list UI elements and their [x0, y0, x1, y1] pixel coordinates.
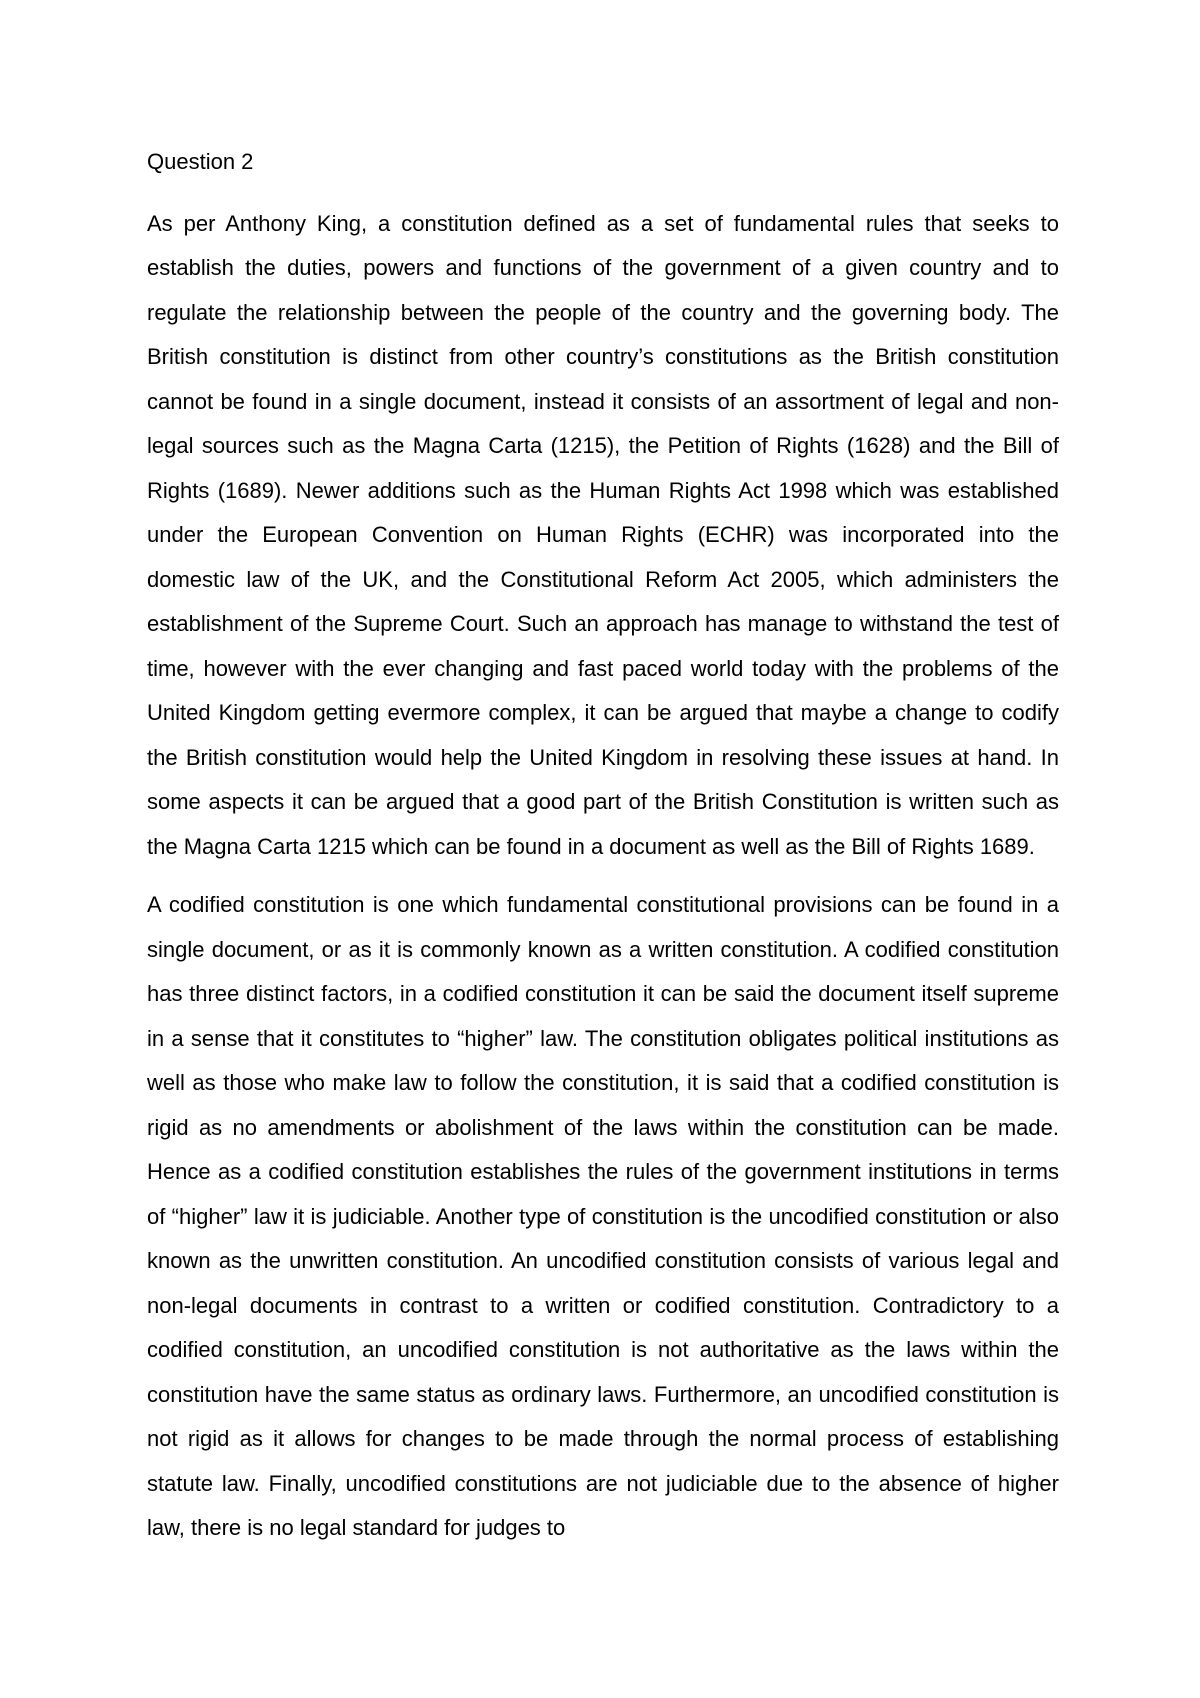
- document-body: [147, 140, 1059, 1565]
- question-heading: Question 2: [147, 149, 254, 174]
- paragraph-british-constitution: As per Anthony King, a constitution defined as a set of fundamental rules that seeks to establish the duties, powers and functions of the government of a given country and to regulate the relationship between the people of the country and the governing body. The British constitution is distinct from other country’s constitutions as the British constitution cannot be found in a single document, instead it consists of an assortment of legal and non-legal sources such as the Magna Carta (1215), the Petition of Rights (1628) and the Bill of Rights (1689). Newer additions such as the Human Rights Act 1998 which was established under the European Convention on Human Rights (ECHR) was incorporated into the domestic law of the UK, and the Constitutional Reform Act 2005, which administers the establishment of the Supreme Court. Such an approach has manage to withstand the test of time, however with the ever changing and fast paced world today with the problems of the United Kingdom getting evermore complex, it can be argued that maybe a change to codify the British constitution would help the United Kingdom in resolving these issues at hand. In some aspects it can be argued that a good part of the British Constitution is written such as the Magna Carta 1215 which can be found in a document as well as the Bill of Rights 1689.: [147, 210, 1059, 859]
- paragraph-codified-constitution: A codified constitution is one which fundamental constitutional provisions can be found in a single document, or as it is commonly known as a written constitution. A codified constitution has three distinct factors, in a codified constitution it can be said the document itself supreme in a sense that it constitutes to “higher” law. The constitution obligates political institutions as well as those who make law to follow the constitution, it is said that a codified constitution is rigid as no amendments or abolishment of the laws within the constitution can be made. Hence as a codified constitution establishes the rules of the government institutions in terms of “higher” law it is judiciable. Another type of constitution is the uncodified constitution or also known as the unwritten constitution. An uncodified constitution consists of various legal and non-legal documents in contrast to a written or codified constitution. Contradictory to a codified constitution, an uncodified constitution is not authoritative as the laws within the constitution have the same status as ordinary laws. Furthermore, an uncodified constitution is not rigid as it allows for changes to be made through the normal process of establishing statute law. Finally, uncodified constitutions are not judiciable due to the absence of higher law, there is no legal standard for judges to: [147, 892, 1059, 1540]
